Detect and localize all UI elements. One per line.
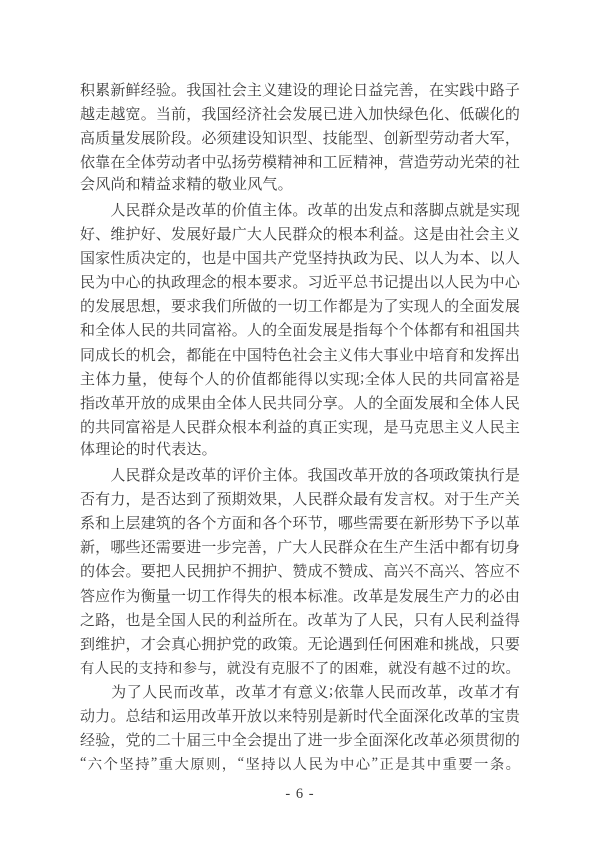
text-line: 和 全 体 人 民 的 共 同 富 裕 。 人 的 全 面 发 展 是 指 每 个 个 体 都 有 和 祖 国 共 (80, 323, 520, 340)
text-line: 指 改 革 开 放 的 成 果 由 全 体 人 民 共 同 分 享 。 人 的 全 面 发 展 和 全 体 人 民 (80, 395, 520, 412)
text-line: 高 质 量 发 展 阶 段 。 必 须 建 设 知 识 型 、 技 能 型 、 创 新 型 劳 动 者 大 军 ， (80, 130, 520, 147)
text-line: 为 了 人 民 而 改 革 ， 改 革 才 有 意 义 ; 依 靠 人 民 而 改 革 ， 改 革 才 有 (111, 682, 520, 701)
text-line: 到 维 护 ， 才 会 真 心 拥 护 党 的 政 策 。 无 论 遇 到 任 何 困 难 和 挑 战 ， 只 要 (80, 636, 520, 653)
text-line: 有 人 民 的 支 持 和 参 与 ， 就 没 有 克 服 不 了 的 困 难 ， 就 没 有 越 不 过 的 坎 。 (80, 660, 520, 677)
body-text (80, 77, 520, 776)
text-line: 国 家 性 质 决 定 的 ， 也 是 中 国 共 产 党 坚 持 执 政 为 民 、 以 人 为 本 、 以 人 (80, 251, 520, 268)
text-line: 经 验 ， 党 的 二 十 届 三 中 全 会 提 出 了 进 一 步 全 面 深 化 改 革 必 须 贯 彻 的 (80, 733, 520, 750)
text-line: 动 力 。 总 结 和 运 用 改 革 开 放 以 来 特 别 是 新 时 代 全 面 深 化 改 革 的 宝 贵 (80, 708, 520, 725)
text-line: 好 、 维 护 好 、 发 展 好 最 广 大 人 民 群 众 的 根 本 利 益 。 这 是 由 社 会 主 义 (80, 227, 520, 244)
text-line: 会风尚和精益求精的敬业风气。 (80, 177, 293, 194)
text-line: 主 体 力 量 ， 使 每 个 人 的 价 值 都 能 得 以 实 现 ; 全 体 人 民 的 共 同 富 裕 是 (80, 369, 520, 388)
text-line: 系 和 上 层 建 筑 的 各 个 方 面 和 各 个 环 节 ， 哪 些 需 要 在 新 形 势 下 予 以 革 (80, 516, 520, 533)
text-line: 答 应 作 为 衡 量 一 切 工 作 得 失 的 根 本 标 准 。 改 革 是 发 展 生 产 力 的 必 由 (80, 588, 520, 605)
text-line: 越 走 越 宽 。 当 前 ， 我 国 经 济 社 会 发 展 已 进 入 加 快 绿 色 化 、 低 碳 化 的 (80, 106, 520, 123)
text-line: 积 累 新 鲜 经 验 。 我 国 社 会 主 义 建 设 的 理 论 日 益 完 善 ， 在 实 践 中 路 子 (80, 82, 520, 99)
text-line: 的 共 同 富 裕 是 人 民 群 众 根 本 利 益 的 真 正 实 现 ， 是 马 克 思 主 义 人 民 主 (80, 419, 520, 436)
text-line: 依 靠 在 全 体 劳 动 者 中 弘 扬 劳 模 精 神 和 工 匠 精 神 ， 营 造 劳 动 光 荣 的 社 (80, 154, 520, 171)
text-line: 人 民 群 众 是 改 革 的 价 值 主 体 。 改 革 的 出 发 点 和 落 脚 点 就 是 实 现 (110, 203, 520, 220)
page-number: - 6 - (285, 786, 315, 802)
page-footer (0, 786, 600, 803)
text-line: 新 ， 哪 些 还 需 要 进 一 步 完 善 ， 广 大 人 民 群 众 在 生 产 生 活 中 都 有 切 身 (80, 540, 520, 557)
text-line: 的 发 展 思 想 ， 要 求 我 们 所 做 的 一 切 工 作 都 是 为 了 实 现 人 的 全 面 发 展 (80, 299, 520, 316)
text-line: 否 有 力 ， 是 否 达 到 了 预 期 效 果 ， 人 民 群 众 最 有 发 言 权 。 对 于 生 产 关 (80, 492, 520, 509)
text-line: “ 六 个 坚 持 ” 重 大 原 则 ， “ 坚 持 以 人 民 为 中 心 ” 正 是 其 中 重 要 一 条 。 (80, 755, 520, 774)
text-line: 的 体 会 。 要 把 人 民 拥 护 不 拥 护 、 赞 成 不 赞 成 、 高 兴 不 高 兴 、 答 应 不 (80, 564, 520, 581)
text-line: 民 为 中 心 的 执 政 理 念 的 根 本 要 求 。 习 近 平 总 书 记 提 出 以 人 民 为 中 心 (80, 275, 520, 292)
text-line: 人 民 群 众 是 改 革 的 评 价 主 体 。 我 国 改 革 开 放 的 各 项 政 策 执 行 是 (110, 468, 520, 485)
text-line: 体理论的时代表达。 (80, 442, 217, 459)
text-line: 之 路 ， 也 是 全 国 人 民 的 利 益 所 在 。 改 革 为 了 人 民 ， 只 有 人 民 利 益 得 (80, 612, 520, 629)
text-line: 同 成 长 的 机 会 ， 都 能 在 中 国 特 色 社 会 主 义 伟 大 事 业 中 培 育 和 发 挥 出 (80, 347, 520, 364)
